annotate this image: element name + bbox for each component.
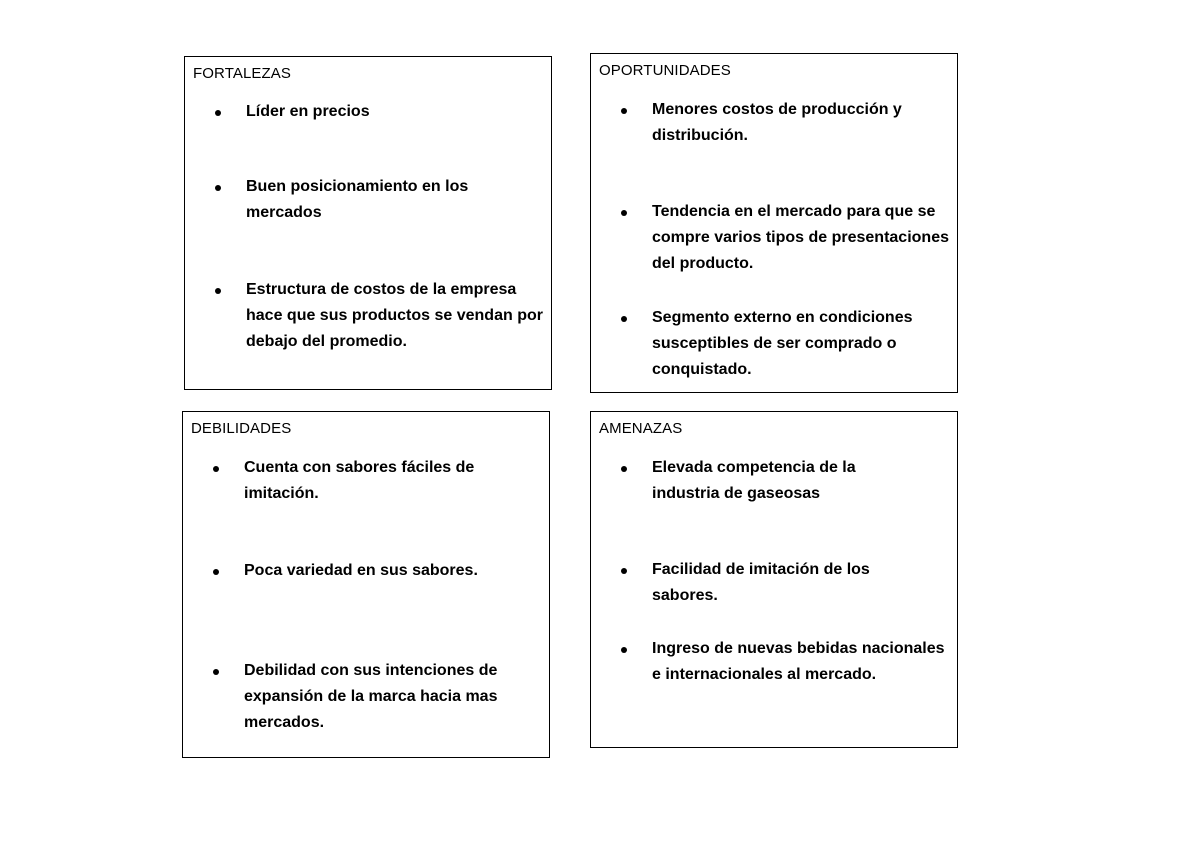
debilidades-box — [182, 411, 550, 758]
amenazas-box — [590, 411, 958, 748]
fortalezas-item-text: Buen posicionamiento en los mercados — [246, 178, 469, 221]
oportunidades-item — [621, 97, 951, 149]
fortalezas-item — [215, 174, 515, 226]
debilidades-item — [213, 558, 533, 584]
bullet-icon — [621, 316, 627, 322]
fortalezas-item — [215, 99, 535, 125]
amenazas-item — [621, 636, 951, 688]
bullet-icon — [621, 210, 627, 216]
fortalezas-box — [184, 56, 552, 390]
bullet-icon — [621, 466, 627, 472]
oportunidades-item — [621, 305, 951, 383]
fortalezas-item-text: Líder en precios — [246, 103, 370, 120]
oportunidades-item-text: Menores costos de producción y distribución. — [652, 101, 902, 144]
debilidades-item-text: Poca variedad en sus sabores. — [244, 562, 478, 579]
oportunidades-item — [621, 199, 951, 277]
bullet-icon — [213, 669, 219, 675]
debilidades-title: DEBILIDADES — [191, 420, 292, 437]
bullet-icon — [621, 568, 627, 574]
oportunidades-item-text: Segmento externo en condiciones susceptibles de ser comprado o conquistado. — [652, 309, 913, 378]
debilidades-item — [213, 658, 533, 736]
debilidades-item — [213, 455, 533, 507]
bullet-icon — [621, 647, 627, 653]
debilidades-item-text: Debilidad con sus intenciones de expansión de la marca hacia mas mercados. — [244, 662, 498, 731]
oportunidades-box — [590, 53, 958, 393]
amenazas-item — [621, 557, 921, 609]
bullet-icon — [213, 569, 219, 575]
fortalezas-item-text: Estructura de costos de la empresa hace que sus productos se vendan por debajo del promedio. — [246, 281, 543, 350]
fortalezas-item — [215, 277, 547, 355]
debilidades-item-text: Cuenta con sabores fáciles de imitación. — [244, 459, 475, 502]
bullet-icon — [215, 110, 221, 116]
oportunidades-item-text: Tendencia en el mercado para que se compre varios tipos de presentaciones del producto. — [652, 203, 949, 272]
fortalezas-title: FORTALEZAS — [193, 65, 291, 82]
oportunidades-title: OPORTUNIDADES — [599, 62, 731, 79]
bullet-icon — [213, 466, 219, 472]
amenazas-title: AMENAZAS — [599, 420, 683, 437]
bullet-icon — [621, 108, 627, 114]
amenazas-item-text: Facilidad de imitación de los sabores. — [652, 561, 870, 604]
bullet-icon — [215, 185, 221, 191]
amenazas-item — [621, 455, 911, 507]
bullet-icon — [215, 288, 221, 294]
amenazas-item-text: Elevada competencia de la industria de gaseosas — [652, 459, 856, 502]
amenazas-item-text: Ingreso de nuevas bebidas nacionales e internacionales al mercado. — [652, 640, 945, 683]
